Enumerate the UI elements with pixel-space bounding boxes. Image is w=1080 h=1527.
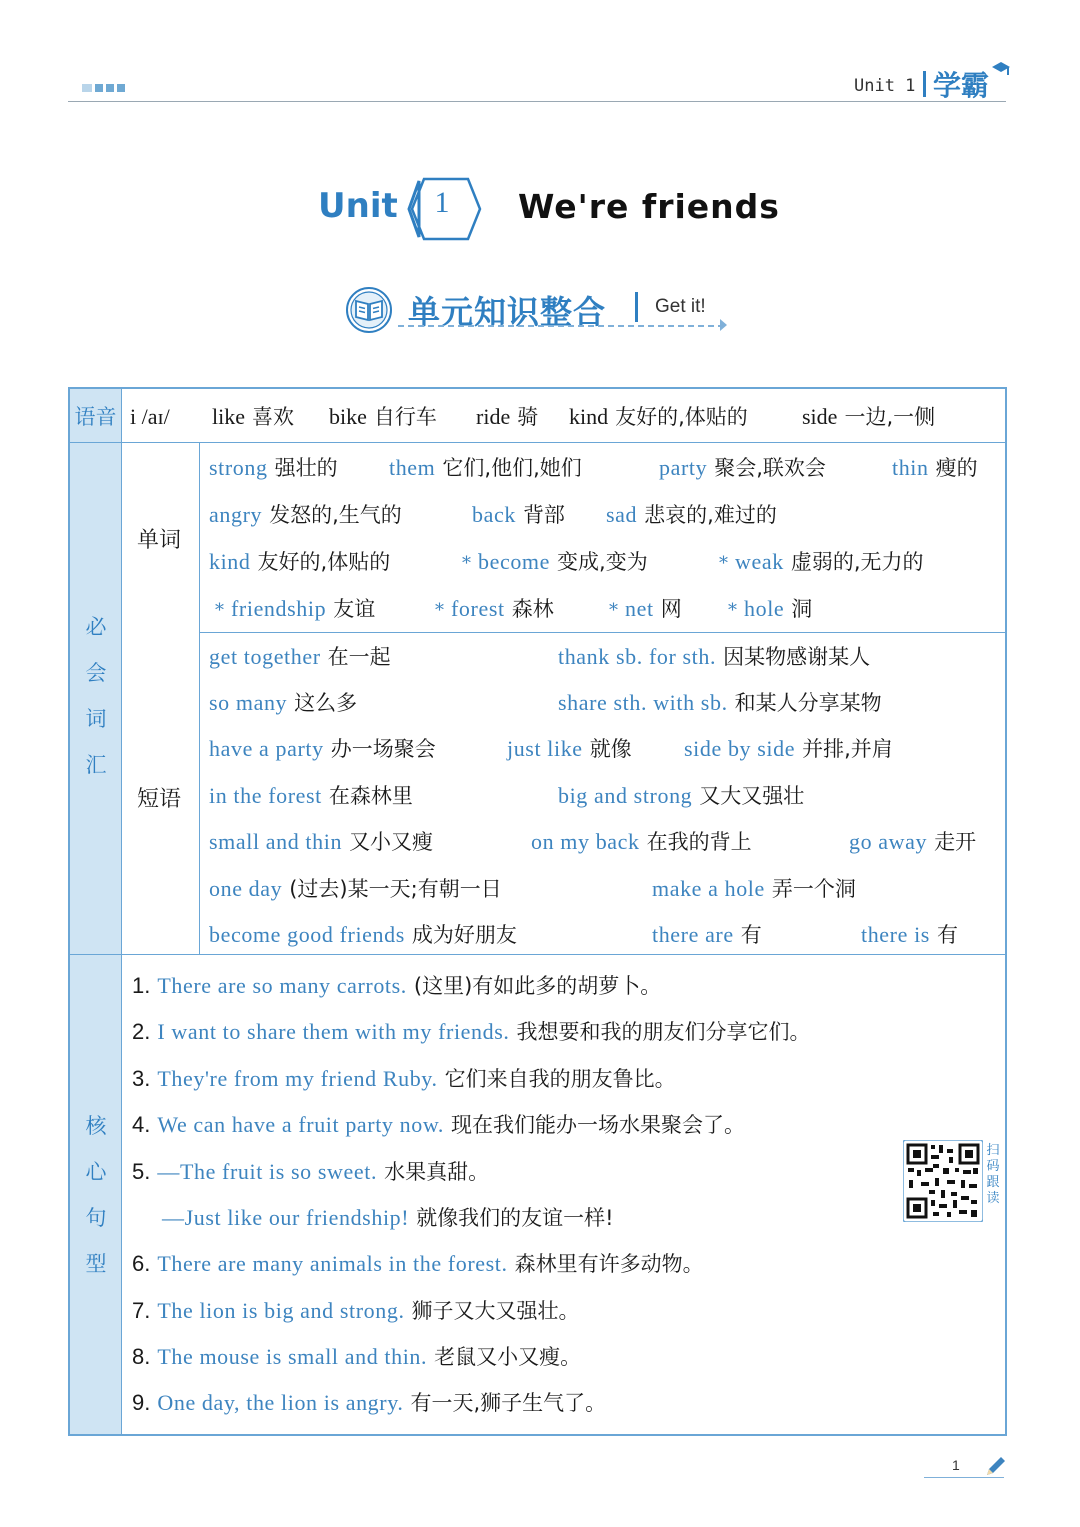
vocab-phrase: thank sb. for sth. 因某物感谢某人 <box>558 644 871 669</box>
phrases-label: 短语 <box>137 787 182 812</box>
pencil-icon <box>984 1454 1008 1478</box>
header-decoration <box>82 84 125 92</box>
vocab-phrase: make a hole 弄一个洞 <box>652 876 856 901</box>
vocab-word: thin 瘦的 <box>892 455 978 480</box>
sentence-item: 5. —The fruit is so sweet. 水果真甜。 <box>132 1159 490 1184</box>
unit-word: Unit <box>318 186 398 226</box>
vocab-phrase: share sth. with sb. 和某人分享某物 <box>558 690 882 715</box>
vocab-word: * weak 虚弱的,无力的 <box>719 549 924 574</box>
vocab-phrase: become good friends 成为好朋友 <box>209 922 517 947</box>
sentence-item: 6. There are many animals in the forest. 森林里有许多动物。 <box>132 1251 704 1276</box>
vocab-phrase: so many 这么多 <box>209 690 358 715</box>
unit-title: We're friends <box>518 187 780 226</box>
sentence-item: 2. I want to share them with my friends. 我想要和我的朋友们分享它们。 <box>132 1019 811 1044</box>
phonics-word: like 喜欢 <box>212 404 294 429</box>
book-icon <box>344 285 394 335</box>
arrow-right-icon <box>720 319 727 331</box>
sentences-label: 核 心 句 型 <box>85 1114 107 1276</box>
phonics-word: ride 骑 <box>476 404 539 429</box>
phonics-word: side 一边,一侧 <box>802 404 936 429</box>
qr-caption: 扫 码 跟 读 <box>986 1143 1000 1206</box>
phonics-word: bike 自行车 <box>329 404 437 429</box>
vocabulary-label: 必 会 词 汇 <box>85 615 107 777</box>
section-title: 单元知识整合 <box>408 293 607 331</box>
vocab-word: * friendship 友谊 <box>215 596 376 621</box>
vocab-phrase: just like 就像 <box>507 736 632 761</box>
vocab-phrase: there is 有 <box>861 922 958 947</box>
subcategory-divider <box>199 442 200 954</box>
section-dashed-line <box>398 325 724 327</box>
section-divider <box>635 292 638 322</box>
sentence-item: 4. We can have a fruit party now. 现在我们能办一场水果聚会了。 <box>132 1112 745 1137</box>
sentence-item: —Just like our friendship! 就像我们的友谊一样! <box>162 1205 614 1230</box>
vocab-phrase: there are 有 <box>652 922 762 947</box>
vocab-word: * net 网 <box>609 596 682 621</box>
qr-code-icon[interactable] <box>903 1140 983 1222</box>
vocab-phrase: big and strong 又大又强壮 <box>558 783 805 808</box>
sentence-item: 3. They're from my friend Ruby. 它们来自我的朋友鲁比。 <box>132 1066 676 1091</box>
vocab-word: kind 友好的,体贴的 <box>209 549 391 574</box>
vocab-phrase: side by side 并排,并肩 <box>684 736 893 761</box>
vocab-phrase: one day (过去)某一天;有朝一日 <box>209 876 502 901</box>
knowledge-table <box>68 387 1007 1436</box>
row-divider <box>199 632 1005 633</box>
header-rule <box>68 101 1006 102</box>
vocab-word: party 聚会,联欢会 <box>659 455 826 480</box>
phonics-word: kind 友好的,体贴的 <box>569 404 748 429</box>
section-subtitle: Get it! <box>655 296 706 317</box>
brand-text: 学霸 <box>933 69 990 102</box>
sentence-item: 1. There are so many carrots. (这里)有如此多的胡萝卜。 <box>132 973 662 998</box>
header-unit-tag: Unit 1 <box>854 76 916 96</box>
vocab-word: * hole 洞 <box>728 596 813 621</box>
unit-number: 1 <box>434 186 450 219</box>
vocab-phrase: have a party 办一场聚会 <box>209 736 436 761</box>
sentence-item: 7. The lion is big and strong. 狮子又大又强壮。 <box>132 1298 580 1323</box>
vocab-word: * become 变成,变为 <box>462 549 648 574</box>
vocab-word: sad 悲哀的,难过的 <box>606 502 777 527</box>
brand-logo <box>923 64 989 104</box>
vocab-word: * forest 森林 <box>435 596 554 621</box>
page-number: 1 <box>952 1457 960 1473</box>
vocab-word: back 背部 <box>472 502 565 527</box>
vocab-phrase: on my back 在我的背上 <box>531 829 752 854</box>
row-divider <box>70 442 1005 443</box>
row-divider <box>70 954 1005 955</box>
phonics-label: 语音 <box>74 405 117 429</box>
vocab-word: them 它们,他们,她们 <box>389 455 582 480</box>
vocab-phrase: in the forest 在森林里 <box>209 783 413 808</box>
phonics-sound: i /aɪ/ <box>130 404 170 429</box>
vocab-phrase: small and thin 又小又瘦 <box>209 829 434 854</box>
vocab-word: strong 强壮的 <box>209 455 338 480</box>
graduation-cap-icon <box>990 60 1012 78</box>
words-label: 单词 <box>137 528 182 553</box>
vocab-phrase: get together 在一起 <box>209 644 391 669</box>
sentence-item: 9. One day, the lion is angry. 有一天,狮子生气了。 <box>132 1390 607 1415</box>
vocab-phrase: go away 走开 <box>849 829 977 854</box>
vocab-word: angry 发怒的,生气的 <box>209 502 402 527</box>
sentence-item: 8. The mouse is small and thin. 老鼠又小又瘦。 <box>132 1344 582 1369</box>
